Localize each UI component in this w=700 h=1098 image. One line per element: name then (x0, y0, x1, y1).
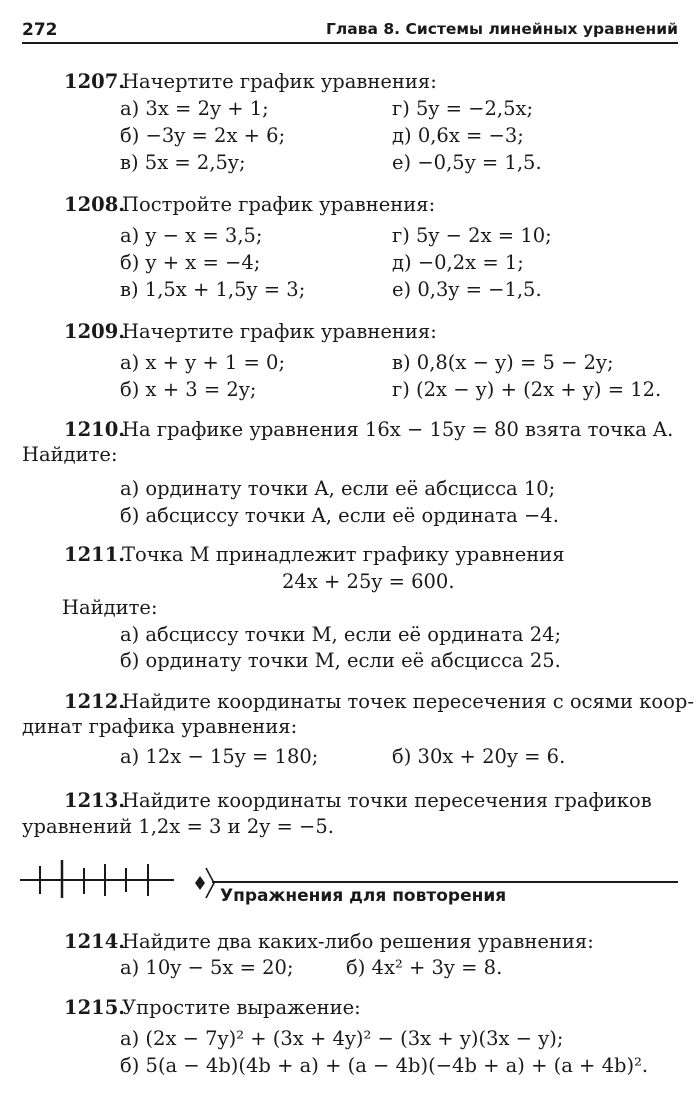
problem-item: в) 1,5x + 1,5y = 3; (120, 278, 306, 301)
problem-item: в) 0,8(x − y) = 5 − 2y; (392, 351, 614, 374)
page-header (22, 14, 678, 44)
problem-item: а) 10y − 5x = 20; (120, 956, 294, 979)
problem-text: Начертите график уравнения: (122, 320, 437, 343)
problem-text: Постройте график уравнения: (122, 193, 436, 216)
diamond-bullet-icon (194, 866, 218, 900)
problem-item: е) −0,5y = 1,5. (392, 151, 542, 174)
problem-text: Начертите график уравнения: (122, 70, 437, 93)
section-rule (212, 881, 678, 883)
problem-item: г) 5y − 2x = 10; (392, 224, 552, 247)
problem-text-continued: уравнений 1,2x = 3 и 2y = −5. (22, 815, 334, 838)
problem-number: 1208. (64, 193, 126, 216)
problem-item: б) 5(a − 4b)(4b + a) + (a − 4b)(−4b + a) + (a + 4b)². (120, 1054, 649, 1077)
problem-equation: 24x + 25y = 600. (282, 570, 455, 593)
page-number: 272 (22, 20, 58, 40)
problem-item: б) x + 3 = 2y; (120, 378, 257, 401)
problem-number: 1213. (64, 789, 126, 812)
problem-item: а) 3x = 2y + 1; (120, 97, 269, 120)
problem-text: Точка M принадлежит графику уравнения (122, 543, 565, 566)
problem-item: д) 0,6x = −3; (392, 124, 524, 147)
problem-number: 1211. (64, 543, 126, 566)
problem-text-continued: Найдите: (22, 443, 118, 466)
problem-item: а) ординату точки A, если её абсцисса 10; (120, 477, 556, 500)
problem-item: а) абсциссу точки M, если её ордината 24; (120, 623, 562, 646)
problem-number: 1209. (64, 320, 126, 343)
problem-number: 1207. (64, 70, 126, 93)
problem-item: б) 30x + 20y = 6. (392, 745, 566, 768)
ruler-ornament (18, 858, 178, 902)
problem-number: 1214. (64, 930, 126, 953)
problem-item: а) y − x = 3,5; (120, 224, 263, 247)
problem-item: а) (2x − 7y)² + (3x + 4y)² − (3x + y)(3x − y); (120, 1027, 564, 1050)
problem-item: б) ординату точки M, если её абсцисса 25. (120, 649, 561, 672)
problem-text: На графике уравнения 16x − 15y = 80 взята точка A. (122, 418, 674, 441)
problem-text: Упростите выражение: (122, 996, 361, 1019)
problem-text-continued: Найдите: (62, 596, 158, 619)
section-title: Упражнения для повторения (220, 886, 507, 906)
problem-item: д) −0,2x = 1; (392, 251, 524, 274)
problem-item: г) 5y = −2,5x; (392, 97, 534, 120)
problem-number: 1212. (64, 690, 126, 713)
problem-item: б) y + x = −4; (120, 251, 261, 274)
problem-item: а) 12x − 15y = 180; (120, 745, 319, 768)
problem-item: б) 4x² + 3y = 8. (346, 956, 503, 979)
problem-item: в) 5x = 2,5y; (120, 151, 246, 174)
problem-item: б) −3y = 2x + 6; (120, 124, 286, 147)
problem-number: 1210. (64, 418, 126, 441)
problem-item: г) (2x − y) + (2x + y) = 12. (392, 378, 662, 401)
problem-text: Найдите два каких-либо решения уравнения: (122, 930, 594, 953)
problem-item: а) x + y + 1 = 0; (120, 351, 286, 374)
problem-text-continued: динат графика уравнения: (22, 715, 298, 738)
problem-text: Найдите координаты точек пересечения с осями коор- (122, 690, 694, 713)
chapter-title: Глава 8. Системы линейных уравнений (326, 20, 678, 38)
problem-text: Найдите координаты точки пересечения графиков (122, 789, 652, 812)
problem-number: 1215. (64, 996, 126, 1019)
problem-item: б) абсциссу точки A, если её ордината −4. (120, 504, 559, 527)
problem-item: е) 0,3y = −1,5. (392, 278, 542, 301)
